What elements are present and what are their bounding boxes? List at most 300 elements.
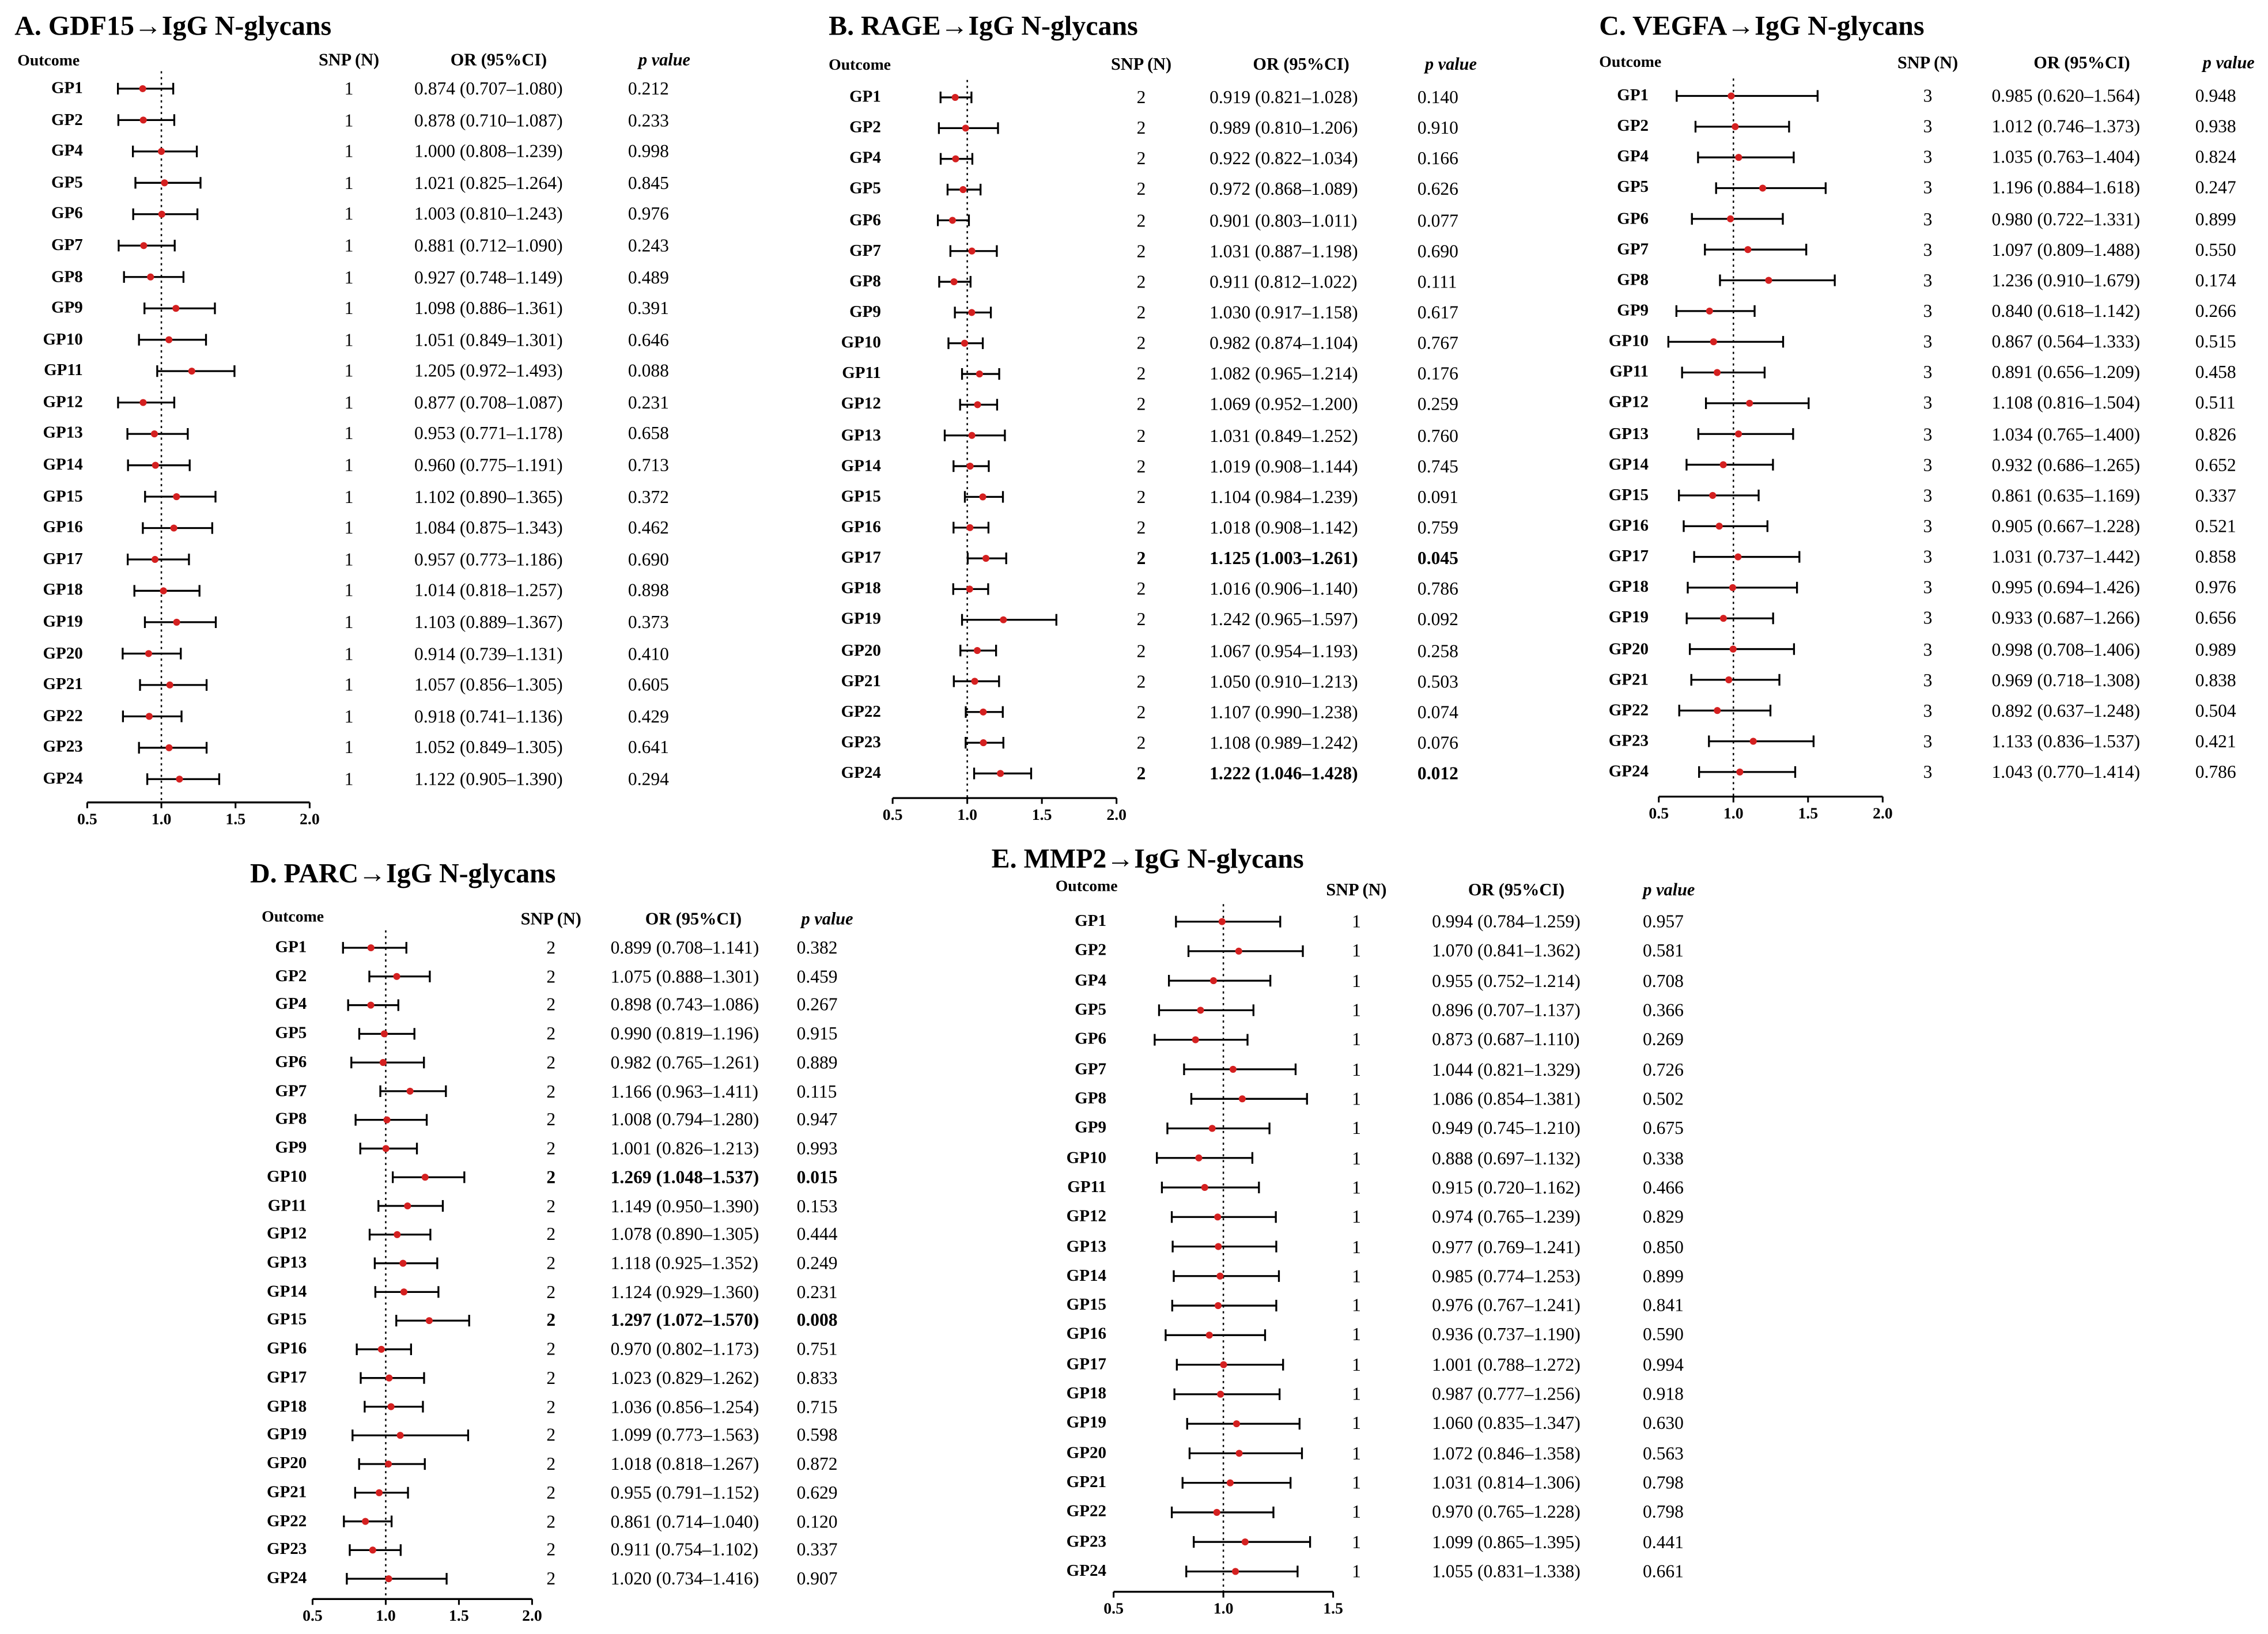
or-ci-value: 0.985 (0.620–1.564) <box>1991 85 2141 107</box>
outcome-label: GP5 <box>849 180 881 199</box>
or-point <box>1000 616 1007 623</box>
snp-count: 3 <box>1923 762 1933 782</box>
p-value: 0.521 <box>2195 516 2236 536</box>
or-point <box>1242 1538 1249 1545</box>
or-ci-value: 1.108 (0.989–1.242) <box>1209 732 1358 753</box>
snp-count: 1 <box>1352 941 1361 962</box>
snp-count: 1 <box>344 267 354 288</box>
outcome-label: GP13 <box>43 425 83 443</box>
or-ci-value: 1.023 (0.829–1.262) <box>610 1367 759 1389</box>
snp-count: 1 <box>1352 1000 1361 1021</box>
or-ci-value: 1.057 (0.856–1.305) <box>414 675 563 695</box>
snp-count: 2 <box>546 1339 556 1360</box>
snp-count: 2 <box>546 1396 556 1417</box>
p-value: 0.786 <box>1417 578 1458 600</box>
or-point <box>969 432 976 439</box>
snp-count: 2 <box>1136 149 1146 169</box>
snp-count: 1 <box>1352 1088 1361 1109</box>
snp-count: 1 <box>344 675 354 695</box>
or-ci-value: 0.891 (0.656–1.209) <box>1991 362 2141 383</box>
p-value: 0.798 <box>1642 1472 1684 1493</box>
or-ci-value: 1.122 (0.905–1.390) <box>414 769 563 789</box>
or-point <box>982 555 989 562</box>
p-value: 0.850 <box>1642 1236 1684 1257</box>
or-point <box>165 744 172 751</box>
snp-count: 3 <box>1923 116 1933 137</box>
or-point <box>367 1001 374 1008</box>
or-ci-value: 1.008 (0.794–1.280) <box>610 1109 759 1130</box>
outcome-label: GP1 <box>1075 913 1107 931</box>
p-value: 0.212 <box>628 78 669 99</box>
snp-count: 2 <box>546 966 556 987</box>
snp-count: 2 <box>546 1023 556 1044</box>
outcome-label: GP2 <box>275 967 307 985</box>
snp-header: SNP (N) <box>1326 879 1387 900</box>
or-point <box>1214 1213 1221 1220</box>
panel-title: C. VEGFA→IgG N-glycans <box>1599 12 1925 43</box>
or-ci-value: 0.922 (0.822–1.034) <box>1209 149 1358 169</box>
p-value: 0.015 <box>796 1167 838 1187</box>
p-value: 0.751 <box>796 1339 838 1360</box>
or-point <box>1735 430 1742 437</box>
snp-count: 2 <box>1136 702 1146 723</box>
snp-count: 1 <box>344 109 354 131</box>
snp-count: 2 <box>546 1081 556 1102</box>
snp-count: 1 <box>344 361 354 381</box>
or-point <box>959 186 966 193</box>
outcome-label: GP17 <box>43 550 83 569</box>
outcome-label: GP24 <box>1608 763 1649 781</box>
snp-count: 1 <box>1352 1561 1361 1582</box>
or-ci-value: 0.918 (0.741–1.136) <box>414 706 563 727</box>
outcome-label: GP5 <box>1617 179 1649 197</box>
or-ci-value: 1.149 (0.950–1.390) <box>610 1196 759 1216</box>
or-ci-value: 0.972 (0.868–1.089) <box>1209 179 1358 200</box>
outcome-label: GP8 <box>1075 1090 1107 1108</box>
p-value: 0.910 <box>1417 118 1458 139</box>
outcome-label: GP21 <box>1066 1474 1107 1492</box>
outcome-label: GP19 <box>43 613 83 631</box>
outcome-label: GP24 <box>1066 1563 1107 1580</box>
outcome-label: GP4 <box>1075 971 1107 990</box>
or-point <box>176 776 183 782</box>
or-point <box>1215 1243 1222 1250</box>
p-value: 0.120 <box>796 1511 838 1532</box>
or-point <box>152 556 158 563</box>
or-point <box>1209 1125 1216 1132</box>
p-value: 0.421 <box>2195 731 2236 752</box>
or-ci-value: 1.097 (0.809–1.488) <box>1991 239 2141 260</box>
or-ci-value: 1.098 (0.886–1.361) <box>414 298 563 319</box>
or-ci-value: 0.995 (0.694–1.426) <box>1991 577 2141 598</box>
outcome-label: GP18 <box>841 580 881 598</box>
snp-count: 3 <box>1923 638 1933 660</box>
or-point <box>385 1575 392 1582</box>
p-value: 0.798 <box>1642 1502 1684 1523</box>
snp-count: 1 <box>1352 1148 1361 1168</box>
or-ci-value: 0.970 (0.802–1.173) <box>610 1339 759 1360</box>
or-point <box>1206 1332 1213 1338</box>
snp-count: 2 <box>546 1310 556 1331</box>
or-ci-value: 0.867 (0.564–1.333) <box>1991 331 2141 352</box>
or-ci-value: 1.102 (0.890–1.365) <box>414 486 563 507</box>
snp-count: 3 <box>1923 85 1933 107</box>
p-value: 0.652 <box>2195 454 2236 475</box>
or-point <box>997 770 1004 777</box>
outcome-header: Outcome <box>1055 877 1118 896</box>
outcome-label: GP17 <box>267 1369 307 1387</box>
or-point <box>1706 308 1713 315</box>
or-point <box>951 278 958 285</box>
or-point <box>1214 1509 1220 1516</box>
snp-count: 1 <box>344 204 354 225</box>
or-ci-value: 0.957 (0.773–1.186) <box>414 549 563 570</box>
x-tick-label: 0.5 <box>1103 1600 1124 1618</box>
panel-title: A. GDF15→IgG N-glycans <box>14 12 332 43</box>
snp-count: 2 <box>1136 486 1146 508</box>
or-ci-value: 1.107 (0.990–1.238) <box>1209 702 1358 723</box>
or-point <box>1734 554 1741 561</box>
snp-count: 1 <box>344 549 354 570</box>
or-point <box>952 156 959 162</box>
or-point <box>1716 523 1723 529</box>
snp-count: 2 <box>1136 640 1146 661</box>
or-ci-value: 1.125 (1.003–1.261) <box>1209 548 1358 569</box>
or-point <box>1217 1391 1224 1398</box>
or-point <box>139 399 146 406</box>
or-ci-value: 1.030 (0.917–1.158) <box>1209 302 1358 323</box>
snp-count: 2 <box>546 1109 556 1130</box>
or-ci-value: 1.070 (0.841–1.362) <box>1432 941 1581 962</box>
panel-title: B. RAGE→IgG N-glycans <box>829 12 1138 43</box>
snp-count: 1 <box>344 392 354 413</box>
outcome-label: GP10 <box>1066 1149 1107 1167</box>
snp-count: 2 <box>1136 456 1146 476</box>
or-ci-value: 0.985 (0.774–1.253) <box>1432 1266 1581 1287</box>
snp-count: 3 <box>1923 546 1933 568</box>
snp-count: 1 <box>344 423 354 444</box>
p-value: 0.410 <box>628 643 669 664</box>
or-ci-value: 1.050 (0.910–1.213) <box>1209 671 1358 692</box>
p-value: 0.899 <box>2195 209 2236 229</box>
or-ci-value: 1.016 (0.906–1.140) <box>1209 578 1358 600</box>
or-point <box>173 619 180 626</box>
outcome-label: GP17 <box>841 549 881 568</box>
or-point <box>383 1145 390 1152</box>
outcome-label: GP13 <box>267 1254 307 1272</box>
snp-header: SNP (N) <box>1897 52 1959 73</box>
outcome-label: GP15 <box>841 488 881 506</box>
or-point <box>147 274 154 281</box>
or-point <box>1714 369 1721 376</box>
outcome-label: GP9 <box>849 304 881 321</box>
outcome-label: GP6 <box>51 205 83 223</box>
or-ci-value: 1.036 (0.856–1.254) <box>610 1396 759 1417</box>
outcome-label: GP6 <box>1075 1031 1107 1049</box>
or-point <box>1750 738 1757 745</box>
or-ci-value: 1.001 (0.788–1.272) <box>1432 1354 1581 1375</box>
or-point <box>961 340 968 347</box>
or-ci-value: 1.196 (0.884–1.618) <box>1991 177 2141 199</box>
x-tick-label: 2.0 <box>522 1607 542 1625</box>
p-value: 0.658 <box>628 423 669 444</box>
or-point <box>969 248 976 255</box>
p-value: 0.998 <box>628 141 669 162</box>
snp-count: 2 <box>546 1196 556 1216</box>
snp-count: 1 <box>1352 1029 1361 1050</box>
outcome-label: GP6 <box>275 1053 307 1072</box>
outcome-label: GP23 <box>267 1541 307 1559</box>
p-value: 0.338 <box>1642 1148 1684 1168</box>
snp-count: 3 <box>1923 393 1933 414</box>
or-point <box>399 1260 406 1267</box>
or-point <box>1765 277 1772 283</box>
or-ci-header: OR (95%CI) <box>1468 879 1565 900</box>
snp-count: 3 <box>1923 362 1933 383</box>
outcome-label: GP20 <box>267 1455 307 1473</box>
p-value: 0.076 <box>1417 732 1458 753</box>
snp-count: 1 <box>1352 1236 1361 1257</box>
or-point <box>397 1432 404 1439</box>
p-value: 0.243 <box>628 235 669 256</box>
or-point <box>1728 92 1734 99</box>
snp-header: SNP (N) <box>520 908 581 929</box>
snp-count: 3 <box>1923 331 1933 352</box>
p-value: 0.373 <box>628 612 669 633</box>
or-ci-value: 0.987 (0.777–1.256) <box>1432 1384 1581 1405</box>
snp-count: 2 <box>546 937 556 958</box>
outcome-label: GP13 <box>841 426 881 444</box>
x-tick-label: 2.0 <box>1106 807 1127 824</box>
outcome-label: GP24 <box>841 765 881 782</box>
or-ci-value: 0.982 (0.874–1.104) <box>1209 333 1358 354</box>
p-value: 0.641 <box>628 737 669 758</box>
outcome-label: GP15 <box>1066 1296 1107 1315</box>
snp-count: 2 <box>1136 671 1146 692</box>
snp-count: 1 <box>1352 1413 1361 1434</box>
outcome-label: GP2 <box>51 111 83 129</box>
snp-count: 1 <box>1352 1443 1361 1464</box>
snp-count: 3 <box>1923 209 1933 229</box>
or-point <box>980 709 986 716</box>
p-value: 0.726 <box>1642 1059 1684 1080</box>
or-point <box>426 1317 433 1324</box>
outcome-label: GP10 <box>841 334 881 352</box>
p-value: 0.231 <box>796 1281 838 1302</box>
p-value: 0.441 <box>1642 1531 1684 1552</box>
or-point <box>1210 977 1217 984</box>
or-ci-value: 1.236 (0.910–1.679) <box>1991 270 2141 291</box>
snp-count: 2 <box>546 1425 556 1446</box>
outcome-label: GP1 <box>849 88 881 107</box>
or-point <box>368 944 375 951</box>
snp-count: 2 <box>546 1568 556 1589</box>
or-point <box>167 682 173 689</box>
snp-count: 2 <box>546 1138 556 1159</box>
outcome-label: GP19 <box>267 1427 307 1444</box>
p-value: 0.759 <box>1417 517 1458 538</box>
or-ci-value: 1.060 (0.835–1.347) <box>1432 1413 1581 1434</box>
or-ci-value: 1.242 (0.965–1.597) <box>1209 610 1358 630</box>
or-ci-value: 0.873 (0.687–1.110) <box>1432 1029 1580 1050</box>
p-value: 0.976 <box>2195 577 2236 598</box>
outcome-label: GP9 <box>51 300 83 317</box>
p-value: 0.366 <box>1642 1000 1684 1021</box>
or-point <box>376 1489 383 1496</box>
outcome-label: GP16 <box>1066 1326 1107 1344</box>
outcome-label: GP18 <box>43 582 83 600</box>
outcome-label: GP22 <box>1066 1503 1107 1522</box>
or-ci-value: 1.118 (0.925–1.352) <box>610 1253 759 1274</box>
or-point <box>1201 1184 1208 1191</box>
snp-count: 1 <box>344 486 354 507</box>
outcome-label: GP5 <box>1075 1001 1107 1019</box>
or-point <box>966 524 973 531</box>
or-point <box>962 124 969 131</box>
p-value: 0.259 <box>1417 394 1458 415</box>
p-value: 0.267 <box>796 994 838 1016</box>
or-point <box>1710 338 1717 345</box>
p-value: 0.858 <box>2195 546 2236 568</box>
x-tick-label: 1.5 <box>1031 807 1052 824</box>
x-tick-label: 0.5 <box>77 811 97 829</box>
outcome-label: GP22 <box>1608 702 1649 720</box>
outcome-label: GP19 <box>1608 610 1649 627</box>
snp-count: 1 <box>344 78 354 99</box>
snp-count: 2 <box>1136 548 1146 569</box>
snp-count: 2 <box>546 1482 556 1503</box>
outcome-label: GP24 <box>267 1569 307 1588</box>
or-point <box>1725 676 1732 683</box>
snp-count: 1 <box>1352 1206 1361 1227</box>
or-ci-header: OR (95%CI) <box>1253 54 1350 74</box>
or-ci-value: 0.982 (0.765–1.261) <box>610 1052 759 1073</box>
or-ci-value: 0.877 (0.708–1.087) <box>414 392 563 413</box>
or-point <box>394 1231 400 1238</box>
p-value: 0.462 <box>628 517 669 539</box>
or-point <box>1235 1450 1242 1457</box>
outcome-label: GP19 <box>841 611 881 629</box>
p-value: 0.504 <box>2195 700 2236 721</box>
p-value: 0.269 <box>1642 1029 1684 1050</box>
p-value: 0.898 <box>628 580 669 602</box>
outcome-label: GP1 <box>51 80 83 98</box>
or-ci-value: 1.103 (0.889–1.367) <box>414 612 563 633</box>
snp-count: 1 <box>1352 1059 1361 1080</box>
or-point <box>1732 123 1738 130</box>
p-value: 0.661 <box>1642 1561 1684 1582</box>
or-ci-value: 0.914 (0.739–1.131) <box>414 643 563 664</box>
or-point <box>1729 584 1736 591</box>
or-ci-value: 1.269 (1.048–1.537) <box>610 1167 759 1187</box>
x-tick-label: 1.0 <box>151 811 172 829</box>
snp-count: 1 <box>344 643 354 664</box>
snp-count: 1 <box>1352 970 1361 991</box>
p-value: 0.550 <box>2195 239 2236 260</box>
outcome-label: GP21 <box>841 672 881 690</box>
snp-count: 3 <box>1923 301 1933 321</box>
outcome-label: GP14 <box>43 456 83 474</box>
snp-count: 3 <box>1923 147 1933 168</box>
snp-count: 1 <box>344 141 354 162</box>
outcome-label: GP6 <box>1617 210 1649 228</box>
or-ci-value: 1.055 (0.831–1.338) <box>1432 1561 1581 1582</box>
snp-count: 3 <box>1923 516 1933 536</box>
or-ci-value: 0.970 (0.765–1.228) <box>1432 1502 1581 1523</box>
outcome-label: GP4 <box>849 150 881 168</box>
p-value-header: p value <box>801 908 853 929</box>
outcome-label: GP14 <box>1608 456 1649 474</box>
outcome-label: GP9 <box>1075 1119 1107 1137</box>
or-ci-value: 0.901 (0.803–1.011) <box>1209 210 1358 231</box>
p-value: 0.174 <box>2195 270 2236 291</box>
or-ci-value: 1.069 (0.952–1.200) <box>1209 394 1358 415</box>
or-ci-value: 0.990 (0.819–1.196) <box>610 1023 759 1044</box>
snp-count: 1 <box>344 330 354 350</box>
or-ci-value: 0.989 (0.810–1.206) <box>1209 118 1358 139</box>
p-value: 0.617 <box>1417 302 1458 323</box>
snp-count: 2 <box>546 1253 556 1274</box>
outcome-label: GP20 <box>43 645 83 663</box>
or-ci-value: 0.927 (0.748–1.149) <box>414 267 563 288</box>
p-value: 0.899 <box>1642 1266 1684 1287</box>
or-ci-value: 0.936 (0.737–1.190) <box>1432 1325 1581 1345</box>
p-value: 0.690 <box>1417 241 1458 262</box>
or-ci-value: 1.166 (0.963–1.411) <box>610 1081 759 1102</box>
snp-count: 2 <box>546 1281 556 1302</box>
p-value: 0.266 <box>2195 301 2236 321</box>
outcome-label: GP15 <box>43 487 83 506</box>
outcome-label: GP12 <box>1608 394 1649 412</box>
or-point <box>140 116 147 123</box>
outcome-label: GP21 <box>267 1484 307 1501</box>
or-ci-value: 1.014 (0.818–1.257) <box>414 580 563 602</box>
or-point <box>385 1375 392 1382</box>
or-ci-value: 1.003 (0.810–1.243) <box>414 204 563 225</box>
p-value: 0.074 <box>1417 702 1458 723</box>
snp-header: SNP (N) <box>1110 54 1172 74</box>
outcome-label: GP16 <box>43 519 83 537</box>
or-point <box>383 1117 390 1124</box>
or-point <box>140 242 147 249</box>
or-point <box>151 430 158 437</box>
p-value: 0.294 <box>628 769 669 789</box>
snp-count: 1 <box>1352 1354 1361 1375</box>
x-tick-label: 1.0 <box>1213 1600 1234 1618</box>
or-point <box>1720 461 1727 468</box>
p-value: 0.598 <box>796 1425 838 1446</box>
or-point <box>1720 615 1727 622</box>
snp-count: 2 <box>1136 610 1146 630</box>
p-value: 0.838 <box>2195 670 2236 690</box>
or-point <box>1233 1420 1240 1427</box>
or-ci-value: 1.001 (0.826–1.213) <box>610 1138 759 1159</box>
snp-count: 1 <box>1352 1502 1361 1523</box>
outcome-label: GP9 <box>275 1140 307 1158</box>
or-ci-value: 0.955 (0.752–1.214) <box>1432 970 1581 991</box>
outcome-label: GP21 <box>1608 671 1649 689</box>
or-point <box>1197 1007 1204 1013</box>
snp-header: SNP (N) <box>318 49 380 70</box>
outcome-label: GP4 <box>51 142 83 160</box>
or-point <box>1220 1361 1227 1368</box>
or-point <box>1216 1273 1223 1280</box>
or-ci-value: 0.861 (0.635–1.169) <box>1991 485 2141 506</box>
panel-title: D. PARC→IgG N-glycans <box>250 859 556 890</box>
p-value: 0.489 <box>628 267 669 288</box>
outcome-label: GP13 <box>1066 1238 1107 1255</box>
or-ci-value: 1.019 (0.908–1.144) <box>1209 456 1358 476</box>
